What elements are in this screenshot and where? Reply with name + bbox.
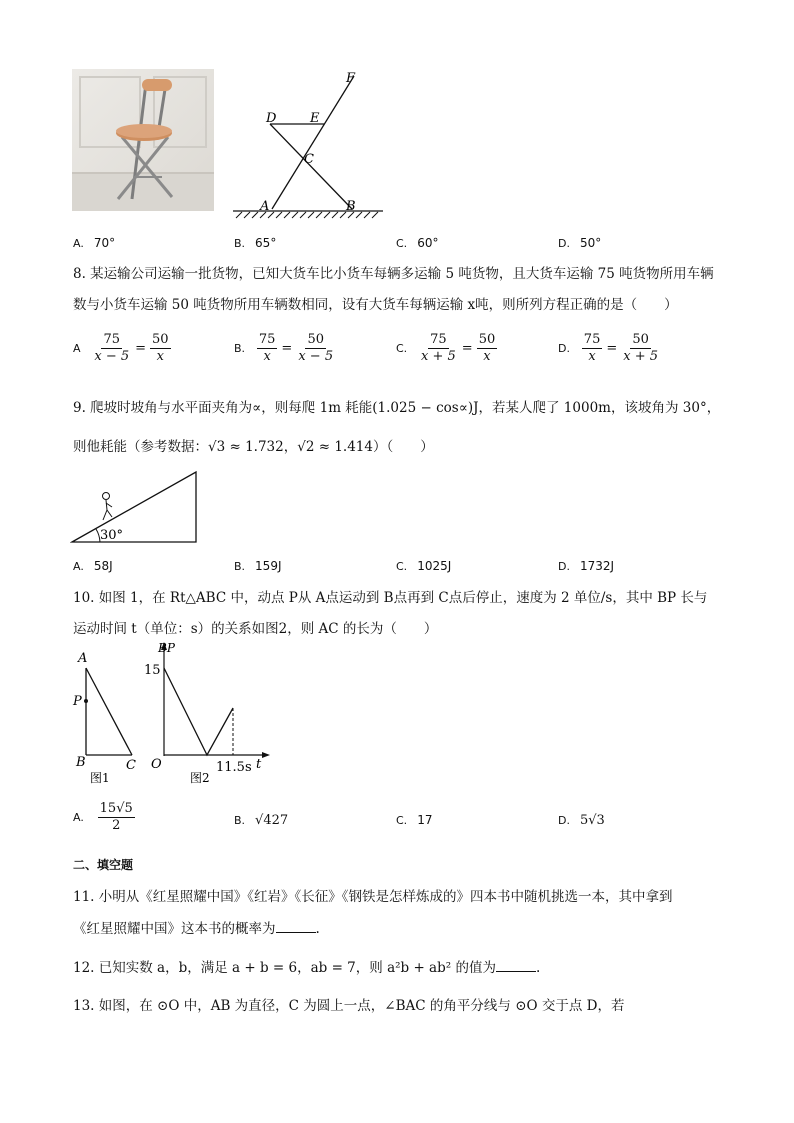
chair-photo xyxy=(72,69,214,211)
q13-line1: 13. 如图，在 ⊙O 中，AB 为直径，C 为圆上一点，∠BAC 的角平分线与 ⊙O 交于点 D，若 xyxy=(73,998,625,1014)
figure1-triangle xyxy=(70,646,150,786)
fig1-label-B: B xyxy=(76,755,86,770)
fraction: $\frac{75}{x + 5}$ xyxy=(421,332,456,364)
label-A: A xyxy=(260,199,270,214)
fraction: $\frac{75}{x}$ xyxy=(258,332,276,364)
fig1-label-C: C xyxy=(126,758,136,773)
fig2-origin: O xyxy=(151,757,162,772)
q11-line2: 《红星照耀中国》这本书的概率为 . xyxy=(73,918,320,939)
fig2-xlabel: t xyxy=(256,757,262,772)
q7-option-c[interactable]: C. 60° xyxy=(396,236,439,250)
fraction: $\frac{50}{x}$ xyxy=(478,332,496,364)
fig2-caption: 图2 xyxy=(190,771,210,785)
angle-label: 30° xyxy=(100,528,124,543)
fraction: $\frac{75}{x - 5}$ xyxy=(94,332,130,364)
q10-line1: 10. 如图 1，在 Rt△ABC 中，动点 P从 A点运动到 B点再到 C点后停止，速度为 2 单位/s，其中 BP 长与 xyxy=(73,590,708,606)
q9-option-d[interactable]: D. 1732J xyxy=(558,559,615,573)
fig1-label-A: A xyxy=(78,651,88,666)
q8-option-b[interactable]: B. $\frac{75}{x}$ = $\frac{50}{x - 5}$ xyxy=(234,332,334,364)
q7-option-d[interactable]: D. 50° xyxy=(558,236,602,250)
fig2-ylabel: BP xyxy=(158,641,175,655)
answer-blank[interactable] xyxy=(496,957,536,972)
fraction: $\frac{50}{x - 5}$ xyxy=(298,332,334,364)
fig1-label-P: P xyxy=(73,694,82,709)
fraction: $\frac{50}{x + 5}$ xyxy=(623,332,659,364)
fraction: $\frac{75}{x}$ xyxy=(583,332,601,364)
q10-option-b[interactable]: B. √427 xyxy=(234,813,289,828)
answer-blank[interactable] xyxy=(276,918,316,933)
q9-line2: 则他耗能（参考数据：√3 ≈ 1.732，√2 ≈ 1.414）（ ） xyxy=(73,439,434,455)
q8-line1: 8. 某运输公司运输一批货物，已知大货车比小货车每辆多运输 5 吨货物，且大货车运输 75 吨货物所用车辆 xyxy=(73,266,714,282)
fig2-xtick: 11.5s xyxy=(216,760,252,775)
q10-option-d[interactable]: D. 5√3 xyxy=(558,813,605,828)
q9-option-b[interactable]: B. 159J xyxy=(234,559,282,573)
q7-option-a[interactable]: A. 70° xyxy=(73,236,116,250)
q9-option-a[interactable]: A. 58J xyxy=(73,559,113,573)
slope-diagram xyxy=(70,468,202,548)
q7-option-b[interactable]: B. 65° xyxy=(234,236,277,250)
q9-option-c[interactable]: C. 1025J xyxy=(396,559,452,573)
q8-option-a[interactable]: A $\frac{75}{x - 5}$ = $\frac{50}{x}$ xyxy=(73,332,169,364)
q10-option-c[interactable]: C. 17 xyxy=(396,813,433,827)
fig1-caption: 图1 xyxy=(90,771,110,785)
q8-option-d[interactable]: D. $\frac{75}{x}$ = $\frac{50}{x + 5}$ xyxy=(558,332,659,364)
q11-line1: 11. 小明从《红星照耀中国》《红岩》《长征》《钢铁是怎样炼成的》四本书中随机挑选一本，其中拿到 xyxy=(73,889,673,905)
label-B: B xyxy=(346,199,356,214)
q8-option-c[interactable]: C. $\frac{75}{x + 5}$ = $\frac{50}{x}$ xyxy=(396,332,496,364)
q10-line2: 运动时间 t（单位：s）的关系如图2，则 AC 的长为（ ） xyxy=(73,621,438,637)
fig2-y15: 15 xyxy=(144,663,161,678)
label-F: F xyxy=(346,71,356,86)
q9-line1: 9. 爬坡时坡角与水平面夹角为∝，则每爬 1m 耗能(1.025 − cos∝)J，若某人爬了 1000m，该坡角为 30°， xyxy=(73,400,721,416)
label-C: C xyxy=(304,152,314,167)
q12-line: 12. 已知实数 a，b，满足 a + b = 6，ab = 7，则 a²b + ab² 的值为 . xyxy=(73,957,540,978)
figure2-graph xyxy=(140,640,270,786)
fraction: $\frac{50}{x}$ xyxy=(152,332,169,364)
section-title: 二、填空题 xyxy=(73,858,134,872)
scissor-chair-diagram xyxy=(228,70,388,220)
label-E: E xyxy=(310,111,320,126)
fraction: $\frac{15√5}{2}$ xyxy=(99,801,133,833)
q10-option-a[interactable]: A. $\frac{15√5}{2}$ xyxy=(73,801,133,833)
q8-line2: 数与小货车运输 50 吨货物所用车辆数相同，设有大货车每辆运输 x吨，则所列方程正确的是（ ） xyxy=(73,297,678,313)
label-D: D xyxy=(266,111,277,126)
